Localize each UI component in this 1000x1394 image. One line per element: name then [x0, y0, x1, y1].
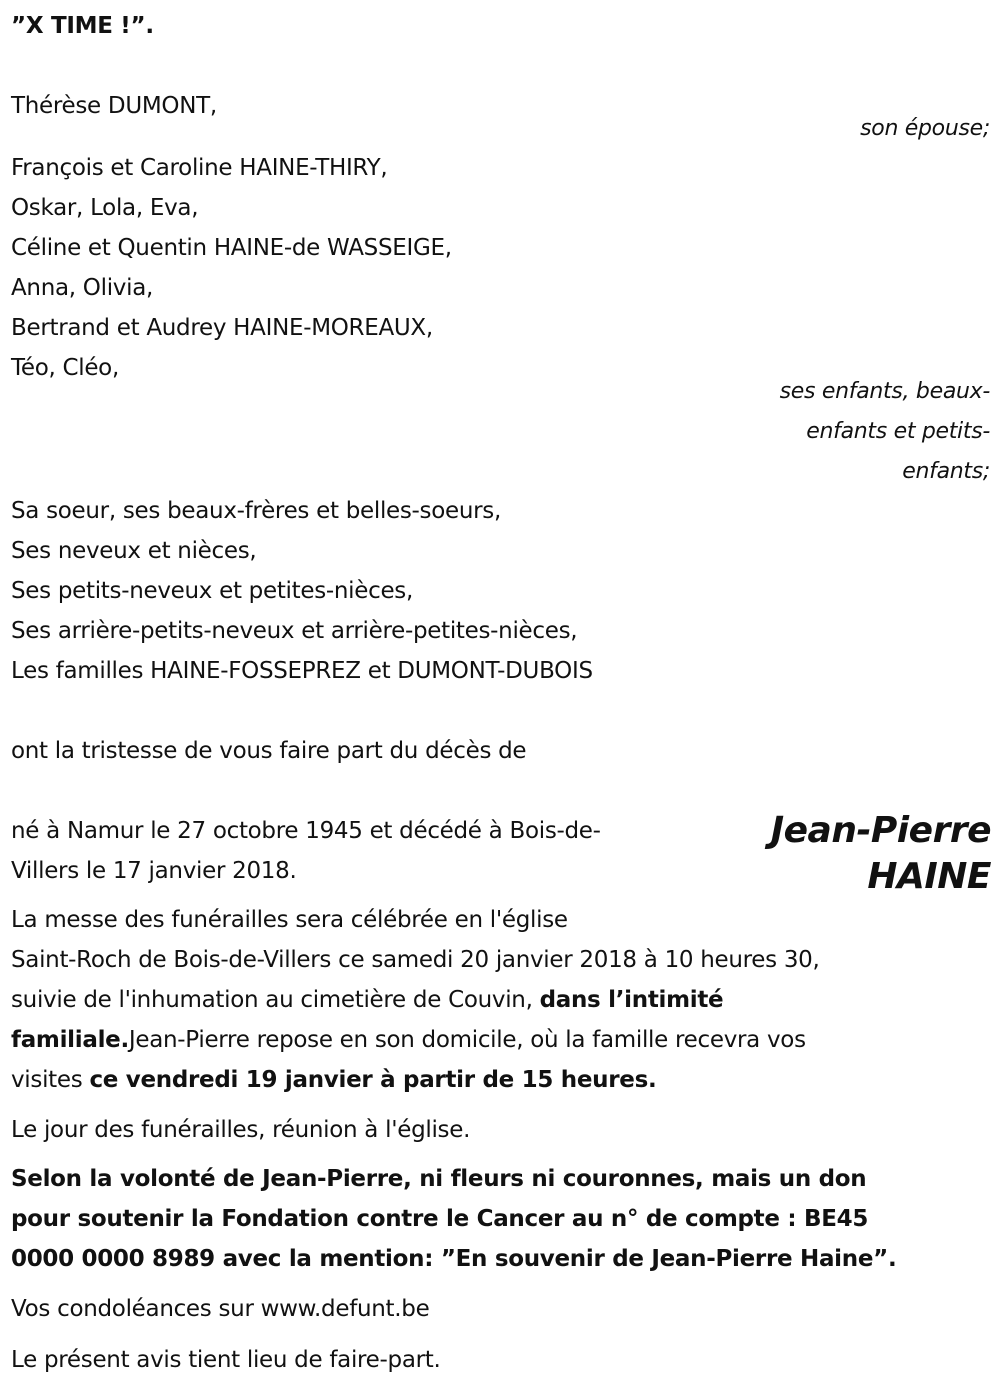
funeral-emphasis: dans l’intimité	[539, 987, 724, 1013]
footer-text: Le présent avis tient lieu de faire-part.	[11, 1347, 441, 1373]
announcement-text: ont la tristesse de vous faire part du décès de	[11, 738, 527, 764]
family-line: Les familles HAINE-FOSSEPREZ et DUMONT-DUBOIS	[11, 658, 593, 684]
children-relation-line: ses enfants, beaux-	[779, 379, 990, 404]
funeral-line: La messe des funérailles sera célébrée en l'église	[11, 907, 568, 933]
funeral-text: suivie de l'inhumation au cimetière de Couvin,	[11, 987, 540, 1013]
family-line: Ses petits-neveux et petites-nièces,	[11, 578, 413, 604]
funeral-line: Saint-Roch de Bois-de-Villers ce samedi 20 janvier 2018 à 10 heures 30,	[11, 947, 820, 973]
funeral-line	[11, 1060, 656, 1100]
children-relation-line: enfants et petits-	[806, 419, 990, 444]
donation-line: Selon la volonté de Jean-Pierre, ni fleurs ni couronnes, mais un don	[11, 1166, 867, 1192]
condolences-text	[11, 1289, 429, 1329]
meeting-text: Le jour des funérailles, réunion à l'église.	[11, 1117, 471, 1143]
children-line: Céline et Quentin HAINE-de WASSEIGE,	[11, 235, 452, 261]
deceased-name	[771, 808, 991, 900]
funeral-text: Jean-Pierre repose en son domicile, où la famille recevra vos	[128, 1027, 806, 1053]
funeral-text: visites	[11, 1067, 90, 1093]
children-relation-line: enfants;	[902, 459, 990, 484]
spouse-relation: son épouse;	[860, 116, 990, 141]
funeral-line	[11, 1020, 806, 1060]
children-line: Bertrand et Audrey HAINE-MOREAUX,	[11, 315, 433, 341]
deceased-last-name: HAINE	[867, 856, 991, 897]
children-line: François et Caroline HAINE-THIRY,	[11, 155, 388, 181]
spouse-name: Thérèse DUMONT,	[11, 93, 217, 119]
birth-death-line: Villers le 17 janvier 2018.	[11, 858, 297, 884]
deceased-first-name: Jean-Pierre	[770, 810, 991, 851]
family-line: Ses neveux et nièces,	[11, 538, 257, 564]
visit-time-emphasis: ce vendredi 19 janvier à partir de 15 heures.	[89, 1067, 657, 1093]
children-line: Anna, Olivia,	[11, 275, 153, 301]
notice-title: ”X TIME !”.	[11, 13, 154, 39]
funeral-line	[11, 980, 723, 1020]
donation-line: 0000 0000 8989 avec la mention: ”En souvenir de Jean-Pierre Haine”.	[11, 1246, 897, 1272]
condolences-prefix: Vos condoléances sur	[11, 1296, 261, 1322]
condolences-link[interactable]: www.defunt.be	[260, 1296, 430, 1322]
children-line: Téo, Cléo,	[11, 355, 119, 381]
birth-death-line: né à Namur le 27 octobre 1945 et décédé à Bois-de-	[11, 818, 601, 844]
family-line: Ses arrière-petits-neveux et arrière-petites-nièces,	[11, 618, 578, 644]
donation-line: pour soutenir la Fondation contre le Cancer au n° de compte : BE45	[11, 1206, 869, 1232]
family-line: Sa soeur, ses beaux-frères et belles-soeurs,	[11, 498, 501, 524]
children-line: Oskar, Lola, Eva,	[11, 195, 199, 221]
funeral-emphasis: familiale.	[11, 1027, 129, 1053]
